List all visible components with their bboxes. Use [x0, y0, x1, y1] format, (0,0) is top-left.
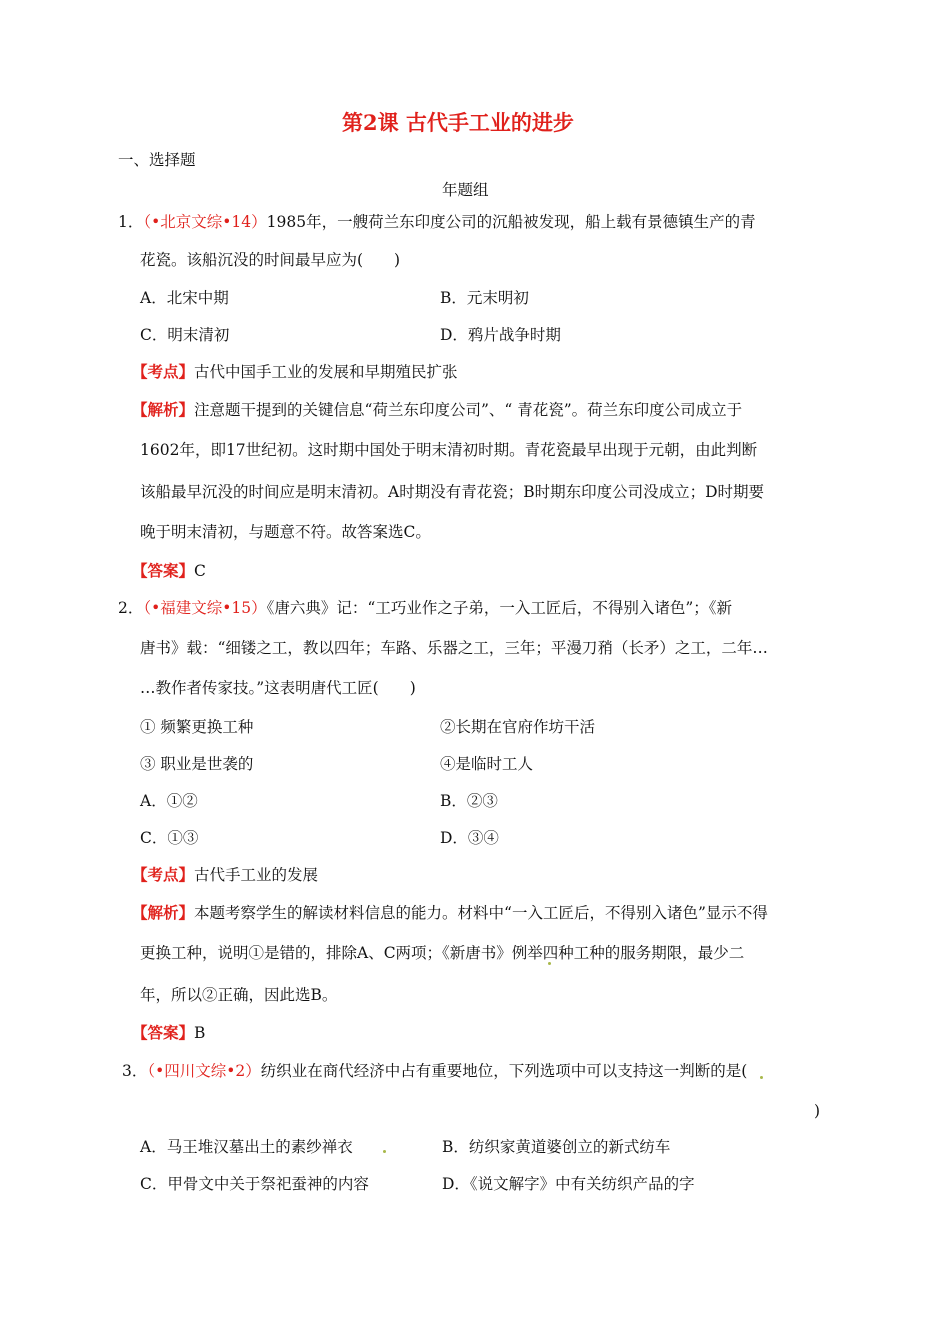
kaodian-line: [132, 362, 458, 382]
decorative-mark: [548, 962, 551, 965]
kaodian-line: [132, 865, 318, 885]
question-number: 2．: [118, 599, 144, 617]
option-a: A．①②: [140, 792, 198, 810]
question-number: 3．: [122, 1062, 148, 1080]
jiexi-text: 注意题干提到的关键信息“荷兰东印度公司”、“ 青花瓷”。荷兰东印度公司成立于: [194, 401, 743, 419]
question-text-cont: ): [814, 1102, 821, 1120]
kaodian-text: 古代中国手工业的发展和早期殖民扩张: [194, 363, 458, 381]
jiexi-label: 【解析】: [132, 903, 195, 922]
question-text-cont: 唐书》载：“细镂之工，教以四年；车路、乐器之工，三年；平漫刀矟（长矛）之工，二年…: [140, 639, 768, 657]
jiexi-text-cont: 晚于明末清初，与题意不符。故答案选C。: [140, 523, 431, 541]
option-b: B．元末明初: [440, 289, 529, 307]
decorative-mark: [760, 1076, 763, 1079]
option-c: C．甲骨文中关于祭祀蚕神的内容: [140, 1175, 369, 1193]
option-c: C．①③: [140, 829, 199, 847]
section-heading: 一、选择题: [118, 151, 196, 169]
question-text: 《唐六典》记：“工巧业作之子弟，一入工匠后，不得别入诸色”；《新: [266, 599, 732, 617]
group-heading: 年题组: [442, 181, 489, 199]
option-a: A．北宋中期: [140, 289, 229, 307]
answer-value: B: [194, 1024, 206, 1042]
jiexi-line: [132, 903, 768, 923]
answer-line: [132, 561, 206, 581]
question-source: （•北京文综•14）: [143, 213, 267, 231]
jiexi-text-cont: 该船最早沉没的时间应是明末清初。A时期没有青花瓷；B时期东印度公司没成立；D时期要: [140, 483, 765, 501]
question-source: （•四川文综•2）: [147, 1062, 261, 1080]
option-d: D．鸦片战争时期: [440, 326, 561, 344]
decorative-mark: [383, 1150, 386, 1153]
question-text: 1985年，一艘荷兰东印度公司的沉船被发现，船上载有景德镇生产的青: [266, 213, 756, 231]
option-b: B．②③: [440, 792, 498, 810]
jiexi-text-cont: 1602年，即17世纪初。这时期中国处于明末清初时期。青花瓷最早出现于元朝，由此判断: [140, 441, 758, 459]
option-b: B．纺织家黄道婆创立的新式纺车: [442, 1138, 671, 1156]
page-title: 第2课 古代手工业的进步: [342, 110, 574, 135]
question-3-stem: [122, 1061, 747, 1081]
question-text-cont: 花瓷。该船沉没的时间最早应为( ): [140, 251, 401, 269]
answer-value: C: [194, 562, 206, 580]
statement-4: ④是临时工人: [440, 755, 534, 773]
kaodian-label: 【考点】: [132, 362, 195, 381]
option-d: D．《说文解字》中有关纺织产品的字: [442, 1175, 695, 1193]
statement-1: ① 频繁更换工种: [140, 718, 254, 736]
answer-label: 【答案】: [132, 561, 195, 580]
kaodian-label: 【考点】: [132, 865, 195, 884]
kaodian-text: 古代手工业的发展: [194, 866, 319, 884]
option-c: C．明末清初: [140, 326, 230, 344]
jiexi-line: [132, 400, 742, 420]
question-number: 1．: [118, 213, 144, 231]
question-text: 纺织业在商代经济中占有重要地位，下列选项中可以支持这一判断的是(: [260, 1062, 748, 1080]
question-2-stem: [118, 598, 732, 618]
jiexi-text-cont: 年，所以②正确，因此选B。: [140, 986, 338, 1004]
question-source: （•福建文综•15）: [143, 599, 267, 617]
jiexi-text-cont: 更换工种，说明①是错的，排除A、C两项；《新唐书》例举四种工种的服务期限，最少二: [140, 944, 745, 962]
statement-2: ②长期在官府作坊干活: [440, 718, 596, 736]
answer-label: 【答案】: [132, 1023, 195, 1042]
answer-line: [132, 1023, 205, 1043]
question-text-cont: …教作者传家技。”这表明唐代工匠( ): [140, 679, 416, 697]
statement-3: ③ 职业是世袭的: [140, 755, 254, 773]
option-a: A．马王堆汉墓出土的素纱禅衣: [140, 1138, 353, 1156]
jiexi-text: 本题考察学生的解读材料信息的能力。材料中“一入工匠后，不得别入诸色”显示不得: [194, 904, 768, 922]
question-1-stem: [118, 212, 756, 232]
option-d: D．③④: [440, 829, 499, 847]
jiexi-label: 【解析】: [132, 400, 195, 419]
